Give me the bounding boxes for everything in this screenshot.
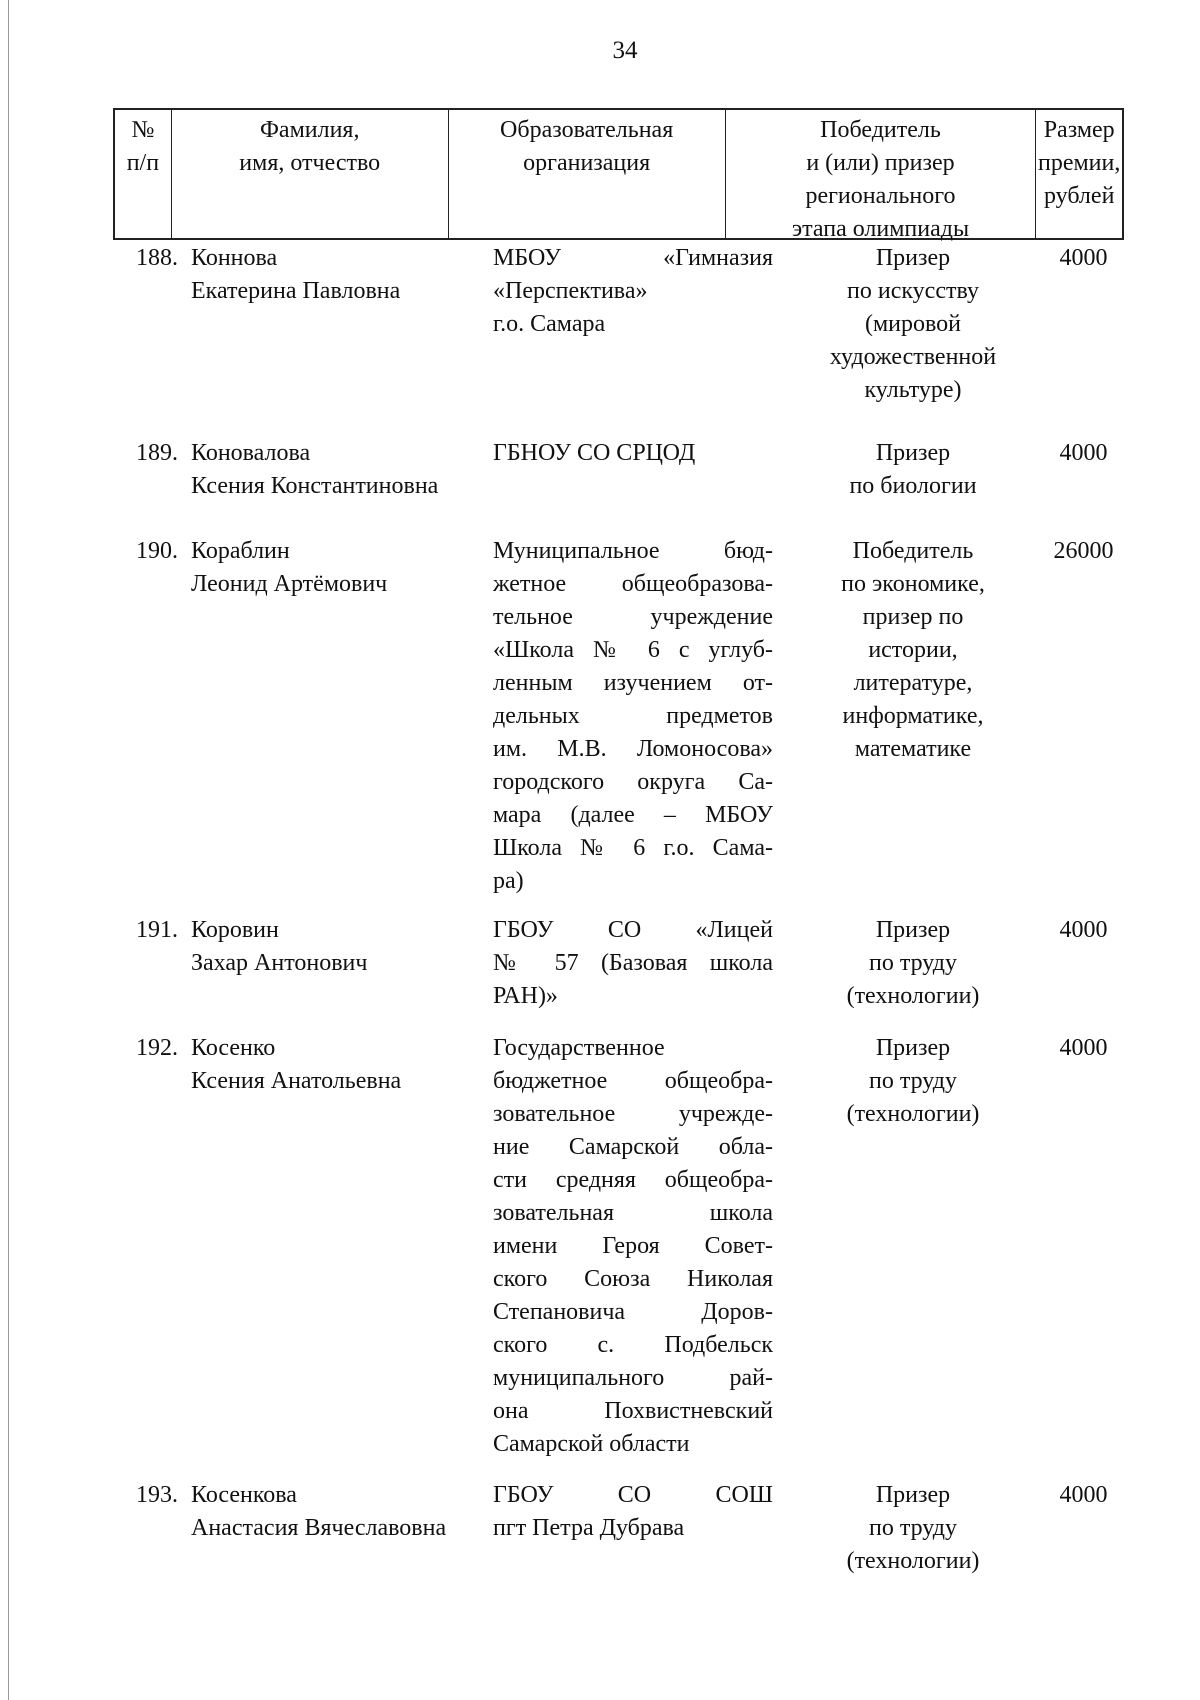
organization-line: зовательное учрежде- (493, 1101, 773, 1127)
organization-line: Школа № 6 г.о. Сама- (493, 835, 773, 861)
organization (493, 535, 773, 898)
organization-line: ние Самарской обла- (493, 1134, 773, 1160)
organization-line: тельное учреждение (493, 604, 773, 630)
participant-name (191, 535, 491, 601)
organization-line: мара (далее – МБОУ (493, 802, 773, 828)
header-name-line: имя, отчество (239, 150, 381, 176)
prize-amount: 4000 (1059, 1035, 1108, 1061)
organization (493, 242, 773, 341)
organization-line: бюджетное общеобра- (493, 1068, 773, 1094)
olympiad-status-line: по искусству (847, 278, 979, 304)
olympiad-status-line: Призер (875, 440, 951, 466)
prize-amount: 26000 (1053, 538, 1114, 564)
olympiad-status-line: математике (854, 736, 972, 762)
participant-name-line: Коровин (191, 917, 279, 943)
olympiad-status-line: по труду (868, 1515, 957, 1541)
olympiad-status-line: (технологии) (846, 983, 980, 1009)
organization (493, 1479, 773, 1545)
organization (493, 437, 773, 470)
prize-amount: 4000 (1059, 245, 1108, 271)
participant-name-line: Анастасия Вячеславовна (191, 1515, 447, 1541)
participant-name-line: Косенкова (191, 1482, 297, 1508)
header-num-line: № (131, 117, 155, 143)
organization-line: имени Героя Совет- (493, 1233, 773, 1259)
organization-line: № 57 (Базовая школа (493, 950, 773, 976)
olympiad-status-line: (технологии) (846, 1548, 980, 1574)
organization-line: Государственное (493, 1035, 665, 1061)
row-number: 192. (136, 1035, 178, 1061)
scan-edge-line (8, 0, 9, 1700)
organization-line: «Перспектива» (493, 278, 648, 304)
header-org-line: организация (523, 150, 651, 176)
olympiad-status-line: (мировой (864, 311, 962, 337)
row-number: 190. (136, 538, 178, 564)
participant-name-line: Коновалова (191, 440, 311, 466)
olympiad-status-line: Призер (875, 1482, 951, 1508)
olympiad-status (783, 914, 1043, 1013)
organization-line: ра) (493, 868, 524, 894)
organization-line: ского Союза Николая (493, 1266, 773, 1292)
organization-line: «Школа № 6 с углуб- (493, 637, 773, 663)
row-number: 189. (136, 440, 178, 466)
header-status-line: этапа олимпиады (791, 216, 970, 242)
olympiad-status-line: по труду (868, 1068, 957, 1094)
organization (493, 1032, 773, 1461)
participant-name-line: Коннова (191, 245, 278, 271)
organization-line: пгт Петра Дубрава (493, 1515, 685, 1541)
olympiad-status-line: Призер (875, 245, 951, 271)
olympiad-status-line: по биологии (849, 473, 977, 499)
organization-line: ского с. Подбельск (493, 1332, 773, 1358)
row-number: 191. (136, 917, 178, 943)
organization-line: Степановича Доров- (493, 1299, 773, 1325)
organization-line: РАН)» (493, 983, 558, 1009)
header-amount-line: рублей (1043, 183, 1115, 209)
olympiad-status (783, 1032, 1043, 1131)
table-header (113, 108, 1124, 240)
olympiad-status-line: литературе, (853, 670, 973, 696)
header-status-line: Победитель (820, 117, 941, 143)
header-name-line: Фамилия, (259, 117, 360, 143)
participant-name-line: Ксения Анатольевна (191, 1068, 402, 1094)
olympiad-status-line: истории, (868, 637, 958, 663)
organization-line: она Похвистневский (493, 1398, 773, 1424)
organization-line: ГБНОУ СО СРЦОД (493, 440, 696, 466)
participant-name (191, 914, 491, 980)
header-amount (1036, 110, 1122, 238)
header-org-line: Образовательная (500, 117, 674, 143)
participant-name (191, 242, 491, 308)
organization-line: жетное общеобразова- (493, 571, 773, 597)
participant-name (191, 437, 491, 503)
organization-line: сти средняя общеобра- (493, 1167, 773, 1193)
organization-line: Муниципальное бюд- (493, 538, 773, 564)
row-number: 193. (136, 1482, 178, 1508)
header-status-line: и (или) призер (806, 150, 955, 176)
participant-name-line: Захар Антонович (191, 950, 368, 976)
participant-name (191, 1032, 491, 1098)
olympiad-status (783, 437, 1043, 503)
olympiad-status (783, 242, 1043, 407)
organization-line: МБОУ «Гимназия (493, 245, 773, 271)
header-num-line: п/п (126, 150, 160, 176)
header-name (172, 110, 449, 238)
prize-amount: 4000 (1059, 1482, 1108, 1508)
olympiad-status-line: Призер (875, 917, 951, 943)
row-number: 188. (136, 245, 178, 271)
participant-name (191, 1479, 491, 1545)
participant-name-line: Кораблин (191, 538, 290, 564)
olympiad-status (783, 1479, 1043, 1578)
organization-line: Самарской области (493, 1431, 690, 1457)
olympiad-status-line: Призер (875, 1035, 951, 1061)
olympiad-status-line: призер по (862, 604, 964, 630)
header-amount-line: Размер (1043, 117, 1115, 143)
olympiad-status-line: культуре) (864, 377, 962, 403)
organization-line: ленным изучением от- (493, 670, 773, 696)
participant-name-line: Ксения Константиновна (191, 473, 439, 499)
header-org (449, 110, 726, 238)
participant-name-line: Косенко (191, 1035, 276, 1061)
organization-line: г.о. Самара (493, 311, 606, 337)
organization-line: дельных предметов (493, 703, 773, 729)
organization (493, 914, 773, 1013)
organization-line: ГБОУ СО СОШ (493, 1482, 773, 1508)
organization-line: городского округа Са- (493, 769, 773, 795)
header-status-line: регионального (805, 183, 956, 209)
header-status (726, 110, 1037, 242)
olympiad-status (783, 535, 1043, 766)
olympiad-status-line: информатике, (842, 703, 984, 729)
participant-name-line: Леонид Артёмович (191, 571, 388, 597)
olympiad-status-line: художественной (829, 344, 997, 370)
header-num (115, 110, 172, 238)
page-number: 34 (612, 37, 638, 64)
organization-line: зовательная школа (493, 1200, 773, 1226)
olympiad-status-line: Победитель (852, 538, 974, 564)
header-amount-line: премии, (1038, 150, 1121, 176)
participant-name-line: Екатерина Павловна (191, 278, 401, 304)
olympiad-status-line: по труду (868, 950, 957, 976)
prize-amount: 4000 (1059, 917, 1108, 943)
organization-line: муниципального рай- (493, 1365, 773, 1391)
organization-line: им. М.В. Ломоносова» (493, 736, 773, 762)
prize-amount: 4000 (1059, 440, 1108, 466)
olympiad-status-line: по экономике, (841, 571, 985, 597)
organization-line: ГБОУ СО «Лицей (493, 917, 773, 943)
olympiad-status-line: (технологии) (846, 1101, 980, 1127)
